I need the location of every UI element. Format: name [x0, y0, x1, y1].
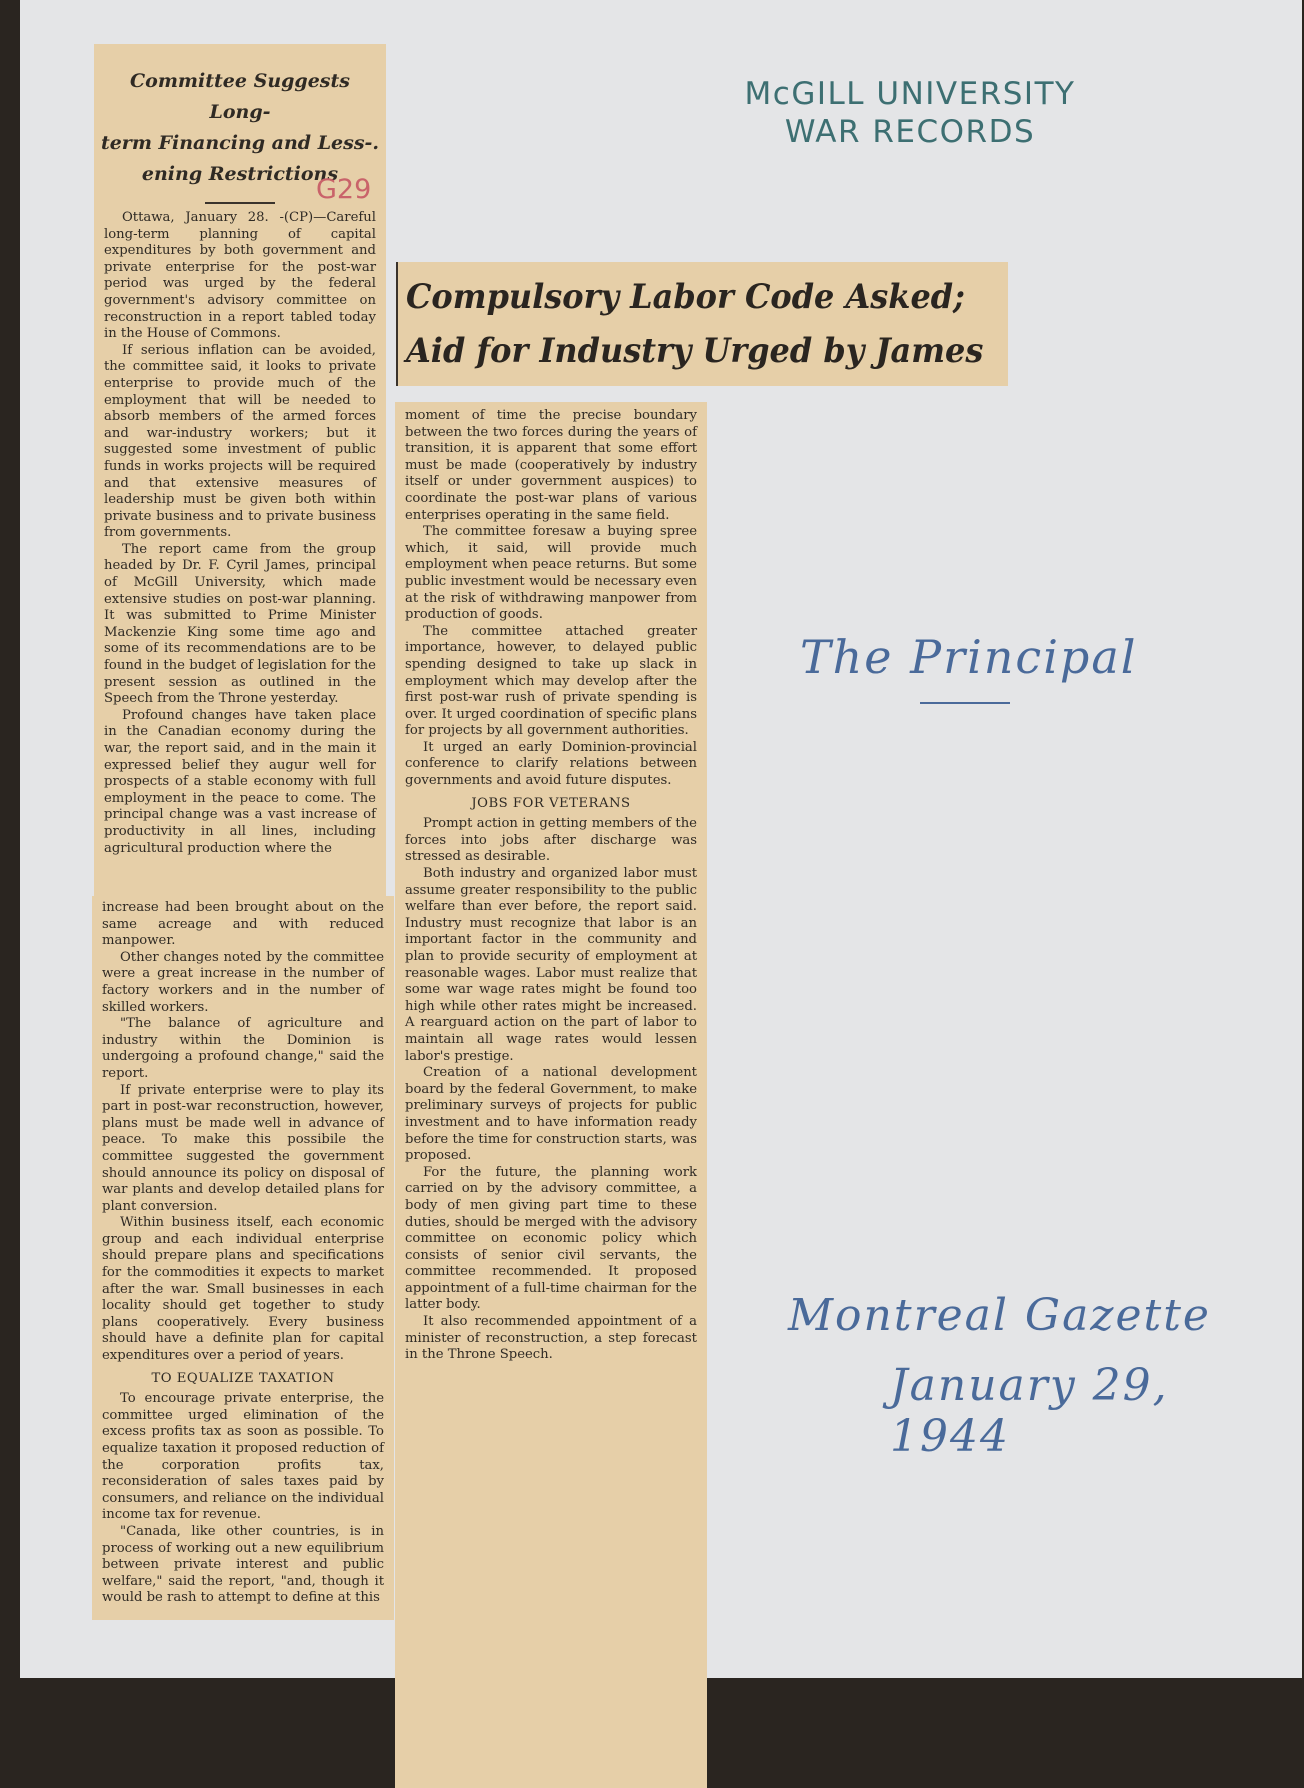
right-paragraph: Prompt action in getting members of the forces into jobs after discharge was stressed as desirable. [405, 816, 697, 865]
right-subheading: JOBS FOR VETERANS [471, 795, 631, 811]
left-clipping-bottom [92, 896, 394, 1620]
right-paragraph: The committee attached greater importance, however, to delayed public spending designed to take up slack in employment which may develop after the first post-war rush of private spending is over. It urged coordination of specific plans for projects by all government authorities. [405, 623, 697, 739]
left-subheading: TO EQUALIZE TAXATION [151, 1370, 335, 1386]
left-paragraph: Other changes noted by the committee were a great increase in the number of factory workers and in the number of skilled workers. [102, 949, 384, 1015]
right-paragraph: It urged an early Dominion-provincial conference to clarify relations between governments and avoid future disputes. [405, 739, 697, 789]
right-paragraph: Creation of a national development board by the federal Government, to make preliminary surveys of projects for public investment and to have information ready before the time for construction starts, was proposed. [405, 1065, 697, 1164]
right-paragraph: For the future, the planning work carried on by the advisory committee, a body of men giving part time to these duties, should be merged with the advisory committee on economic policy which consists of senior civil servants, the committee recommended. It proposed appointment of a full-time chairman for the latter body. [405, 1164, 697, 1313]
left-headline-line-2: term Financing and Less-. [100, 132, 380, 154]
left-paragraph: Within business itself, each economic group and each individual enterprise should prepare plans and specifications for the commodities it expects to market after the war. Small businesses in each locality should get together to study plans cooperatively. Every business should have a definite plan for capital expenditures over a period of years. [102, 1215, 384, 1364]
left-headline-line-1: Committee Suggests Long- [130, 70, 350, 123]
main-headline-line-2: Aid for Industry Urged by James [406, 331, 984, 371]
left-paragraph: "Canada, like other countries, is in process of working out a new equilibrium between private interest and public welfare," said the report, "and, though it would be rash to attempt to define at this [102, 1523, 384, 1606]
right-paragraph: Both industry and organized labor must assume greater responsibility to the public welfare than ever before, the report said. Industry must recognize that labor is an important factor in the community and plan to provide security of employment at reasonable wages. Labor must realize that some war wage rates might be found too high while other rates might be increased. A rearguard action on the part of labor to maintain all wage rates would lessen labor's prestige. [405, 866, 697, 1064]
right-article-body [405, 408, 697, 1364]
left-paragraph: To encourage private enterprise, the committee urged elimination of the excess profits tax as soon as possible. To equalize taxation it proposed reduction of the corporation profits tax, reconsideration of sales taxes paid by consumers, and reliance on the individual income tax for revenue. [102, 1391, 384, 1523]
left-article-headline [98, 66, 382, 190]
left-article-body-bottom [102, 900, 384, 1607]
left-headline-line-3: ening Restrictions [141, 163, 339, 185]
right-paragraph: It also recommended appointment of a minister of reconstruction, a step forecast in the Throne Speech. [405, 1314, 697, 1363]
right-paragraph: The committee foresaw a buying spree which, it said, will provide much employment when peace returns. But some public investment would be necessary even at the risk of withdrawing manpower from production of goods. [405, 524, 697, 623]
left-clipping-top [94, 44, 386, 904]
left-paragraph: Ottawa, January 28. -(CP)—Careful long-term planning of capital expenditures by both government and private enterprise for the post-war period was urged by the federal government's advisory committee on reconstruction in a report tabled today in the House of Commons. [104, 210, 376, 342]
main-headline-clipping [396, 262, 1008, 386]
left-paragraph: "The balance of agriculture and industry within the Dominion is undergoing a profound change," said the report. [102, 1016, 384, 1081]
left-paragraph: If private enterprise were to play its part in post-war reconstruction, however, plans must be made well in advance of peace. To make this possibile the committee suggested the government should announce its policy on disposal of war plants and develop detailed plans for plant conversion. [102, 1082, 384, 1214]
right-clipping [395, 402, 707, 1788]
handwritten-date: January 29, 1944 [890, 1360, 1169, 1462]
archive-stamp [710, 75, 1110, 151]
main-headline [406, 270, 984, 378]
right-paragraph: moment of time the precise boundary between the two forces during the years of transition, it is apparent that some effort must be made (cooperatively by industry itself or under government auspices) to coordinate the post-war plans of various enterprises operating in the same field. [405, 408, 697, 523]
left-paragraph: increase had been brought about on the same acreage and with reduced manpower. [102, 900, 384, 949]
margin-note: G29 [316, 174, 372, 205]
left-paragraph: Profound changes have taken place in the Canadian economy during the war, the report said, and in the main it expressed belief they augur well for prospects of a stable economy with full employment in the peace to come. The principal change was a vast increase of productivity in all lines, including agricultural production where the [104, 707, 376, 856]
handwritten-principal: The Principal [800, 630, 1138, 684]
stamp-line-2: WAR RECORDS [784, 114, 1036, 150]
left-paragraph: The report came from the group headed by Dr. F. Cyril James, principal of McGill University, which made extensive studies on post-war planning. It was submitted to Prime Minister Mackenzie King some time ago and some of its recommendations are to be found in the budget of legislation for the present session as outlined in the Speech from the Throne yesterday. [104, 541, 376, 707]
stamp-line-1: McGILL UNIVERSITY [744, 76, 1076, 112]
left-paragraph: If serious inflation can be avoided, the committee said, it looks to private enterprise to provide much of the employment that will be needed to absorb members of the armed forces and war-industry workers; but it suggested some investment of public funds in works projects will be required and that extensive measures of leadership must be given both within private business and to private business from governments. [104, 342, 376, 541]
left-article-body-top [104, 210, 376, 857]
headline-rule [205, 202, 275, 204]
handwritten-source: Montreal Gazette [788, 1290, 1211, 1341]
main-headline-line-1: Compulsory Labor Code Asked; [406, 277, 965, 317]
scrapbook-page [20, 0, 1302, 1678]
